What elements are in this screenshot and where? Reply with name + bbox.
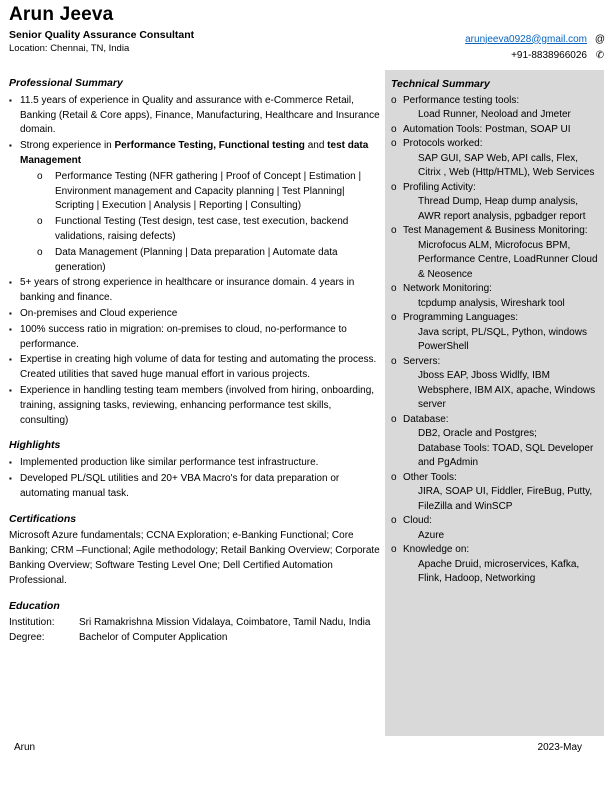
text-segment: and — [304, 140, 328, 152]
section-highlights — [9, 438, 380, 501]
section-professional-summary — [9, 76, 380, 428]
technical-item-value: Jboss EAP, Jboss Widlfy, IBM Websphere, IBM AIX, apache, Windows server — [418, 370, 596, 410]
square-bullet-icon: ▪ — [9, 278, 12, 288]
circle-bullet-icon: o — [391, 123, 397, 135]
technical-item — [391, 181, 598, 196]
text-segment: On-premises and Cloud experience — [20, 307, 178, 319]
bullet-item — [9, 353, 380, 383]
bullet-item — [9, 323, 380, 353]
technical-item-value: JIRA, SOAP UI, Fiddler, FireBug, Putty, FileZilla and WinSCP — [418, 486, 593, 512]
candidate-title: Senior Quality Assurance Consultant — [9, 29, 195, 41]
bullet-text — [55, 215, 380, 245]
bullet-text — [20, 472, 380, 502]
education-row-value: Sri Ramakrishna Mission Vidalaya, Coimbatore, Tamil Nadu, India — [79, 617, 371, 629]
technical-item-value: tcpdump analysis, Wireshark tool — [418, 297, 565, 309]
bullet-item — [9, 307, 380, 322]
technical-item-label: Test Management & Business Monitoring: — [403, 225, 588, 236]
text-segment: 11.5 years of experience in Quality and assurance with e-Commerce Retail, Banking (Retail & Core apps), Finance, Manufacturing, Healthcare and Insurance domain. — [20, 94, 380, 136]
technical-item — [391, 311, 598, 326]
technical-item-label: Network Monitoring: — [403, 283, 492, 294]
circle-bullet-icon: o — [391, 355, 397, 367]
technical-item-label: Programming Languages: — [403, 312, 519, 323]
bullet-item — [9, 472, 380, 502]
text-segment: Developed PL/SQL utilities and 20+ VBA Macro's for data preparation or automating manual task. — [20, 472, 340, 499]
circle-bullet-icon: o — [391, 138, 397, 149]
bullet-item — [9, 215, 380, 245]
technical-item — [391, 543, 598, 558]
technical-summary-heading: Technical Summary — [391, 78, 490, 90]
technical-item — [391, 94, 598, 109]
text-segment: 5+ years of strong experience in healthcare or insurance domain. 4 years in banking and finance. — [20, 277, 355, 304]
technical-item-value: Azure — [418, 529, 445, 541]
footer-date: 2023-May — [537, 742, 582, 753]
square-bullet-icon: ▪ — [9, 355, 12, 365]
text-segment: Data Management (Planning | Data preparation | Automate data generation) — [55, 246, 338, 273]
candidate-location: Location: Chennai, TN, India — [9, 43, 130, 54]
certifications-text: Microsoft Azure fundamentals; CCNA Exploration; e-Banking Functional; Core Banking; CRM –Functional; Agile methodology; Retail Banking Overview; Corporate Banking Overview; Software Testing Level One; Dell Certified Automation Professional. — [9, 530, 380, 586]
technical-item-label: Protocols worked: — [403, 138, 483, 149]
circle-bullet-icon: o — [391, 181, 397, 193]
circle-bullet-icon: o — [391, 471, 397, 483]
square-bullet-icon: ▪ — [9, 95, 12, 105]
circle-bullet-icon: o — [391, 312, 397, 323]
technical-summary-panel — [385, 70, 604, 736]
technical-item-label: Automation Tools: Postman, SOAP UI — [403, 123, 571, 135]
technical-item-label: Cloud: — [403, 515, 432, 526]
circle-bullet-icon: o — [37, 216, 43, 228]
bullet-text — [20, 139, 380, 169]
professional-summary-heading: Professional Summary — [9, 77, 123, 89]
bullet-item — [9, 384, 380, 428]
contact-block — [465, 31, 606, 63]
text-segment: Experience in handling testing team members (involved from hiring, onboarding, training, assigning tasks, reviewing, enhancing performance test skills, consulting) — [20, 384, 375, 426]
technical-item — [391, 224, 598, 239]
technical-item — [391, 355, 598, 370]
text-segment: Performance Testing, Functional testing — [114, 140, 305, 152]
professional-summary-list — [9, 94, 380, 429]
certifications-heading: Certifications — [9, 512, 77, 525]
text-segment: Implemented production like similar performance test infrastructure. — [20, 457, 319, 469]
bullet-item — [9, 94, 380, 138]
bullet-text — [20, 323, 380, 353]
candidate-name: Arun Jeeva — [9, 4, 114, 25]
circle-bullet-icon: o — [391, 413, 397, 425]
bullet-item — [9, 456, 380, 471]
text-segment: 100% success ratio in migration: on-premises to cloud, no-performance to performance. — [20, 323, 347, 350]
email-link[interactable]: arunjeeva0928@gmail.com — [465, 33, 587, 45]
bullet-text — [20, 456, 380, 471]
bullet-item — [9, 139, 380, 169]
technical-item — [391, 123, 598, 138]
circle-bullet-icon: o — [391, 94, 397, 106]
technical-item-value: Thread Dump, Heap dump analysis, AWR report analysis, pgbadger report — [418, 196, 586, 222]
education-row-label: Degree: — [9, 632, 45, 644]
technical-item — [391, 471, 598, 486]
bullet-text — [55, 170, 380, 214]
technical-item — [391, 413, 598, 428]
contact-phone-row — [465, 47, 606, 63]
education-heading: Education — [9, 599, 60, 612]
technical-item-label: Profiling Activity: — [403, 181, 476, 193]
technical-item-label: Servers: — [403, 355, 441, 367]
bullet-text — [20, 307, 380, 322]
technical-item-value: Load Runner, Neoload and Jmeter — [418, 109, 571, 120]
square-bullet-icon: ▪ — [9, 458, 12, 468]
contact-email-row — [465, 31, 606, 47]
footer — [14, 742, 582, 753]
circle-bullet-icon: o — [391, 283, 397, 294]
circle-bullet-icon: o — [391, 515, 397, 526]
technical-item — [391, 514, 598, 529]
highlights-heading: Highlights — [9, 439, 61, 452]
highlights-list — [9, 456, 380, 501]
education-row — [9, 616, 380, 631]
technical-item-value: DB2, Oracle and Postgres; — [418, 428, 537, 439]
square-bullet-icon: ▪ — [9, 324, 12, 334]
circle-bullet-icon: o — [37, 170, 43, 182]
main-column — [9, 70, 380, 656]
bullet-text — [20, 353, 380, 383]
technical-item-value: SAP GUI, SAP Web, API calls, Flex, Citrix , Web (Http/HTML), Web Services — [418, 152, 595, 178]
section-certifications — [9, 512, 380, 589]
education-row-value: Bachelor of Computer Application — [79, 632, 228, 644]
bullet-text — [20, 384, 380, 428]
circle-bullet-icon: o — [391, 544, 397, 555]
technical-item-value: Microfocus ALM, Microfocus BPM, Performance Centre, LoadRunner Cloud & Neosence — [418, 239, 598, 280]
technical-item-label: Other Tools: — [403, 471, 457, 483]
text-segment: Performance Testing (NFR gathering | Proof of Concept | Estimation | Environment management and Capacity planning | Test Planning| Scripting | Execution | Analysis | Reporting | Consulting) — [55, 170, 362, 212]
bullet-text — [20, 94, 380, 138]
at-icon: @ — [594, 33, 606, 45]
text-segment: Strong experience in — [20, 140, 115, 152]
circle-bullet-icon: o — [391, 225, 397, 236]
phone-number: +91-8838966026 — [511, 49, 587, 61]
technical-item-label: Performance testing tools: — [403, 94, 520, 106]
technical-item-label: Database: — [403, 413, 449, 425]
technical-summary-list — [391, 94, 598, 587]
technical-item-value: Database Tools: TOAD, SQL Developer and PgAdmin — [418, 442, 594, 468]
bullet-text — [55, 246, 380, 276]
bullet-text — [20, 276, 380, 306]
square-bullet-icon: ▪ — [9, 473, 12, 483]
bullet-item — [9, 170, 380, 214]
section-education — [9, 599, 380, 646]
technical-item-value: Java script, PL/SQL, Python, windows PowerShell — [418, 326, 587, 352]
square-bullet-icon: ▪ — [9, 308, 12, 318]
square-bullet-icon: ▪ — [9, 385, 12, 395]
text-segment: Functional Testing (Test design, test case, test execution, backend validations, raising defects) — [55, 216, 349, 242]
bullet-item — [9, 276, 380, 306]
bullet-item — [9, 246, 380, 276]
technical-item — [391, 282, 598, 297]
technical-item-value: Apache Druid, microservices, Kafka, Flink, Hadoop, Networking — [418, 558, 580, 584]
technical-item-label: Knowledge on: — [403, 544, 470, 555]
technical-item — [391, 137, 598, 152]
text-segment: test data Management — [20, 140, 369, 166]
square-bullet-icon: ▪ — [9, 141, 12, 151]
text-segment: Expertise in creating high volume of data for testing and automating the process. Created utilities that saved huge manual effort in various projects. — [20, 354, 377, 381]
circle-bullet-icon: o — [37, 246, 43, 258]
phone-icon: ✆ — [595, 49, 605, 61]
footer-name: Arun — [14, 742, 36, 753]
header — [9, 4, 194, 54]
education-row — [9, 631, 380, 646]
education-row-label: Institution: — [9, 617, 55, 629]
